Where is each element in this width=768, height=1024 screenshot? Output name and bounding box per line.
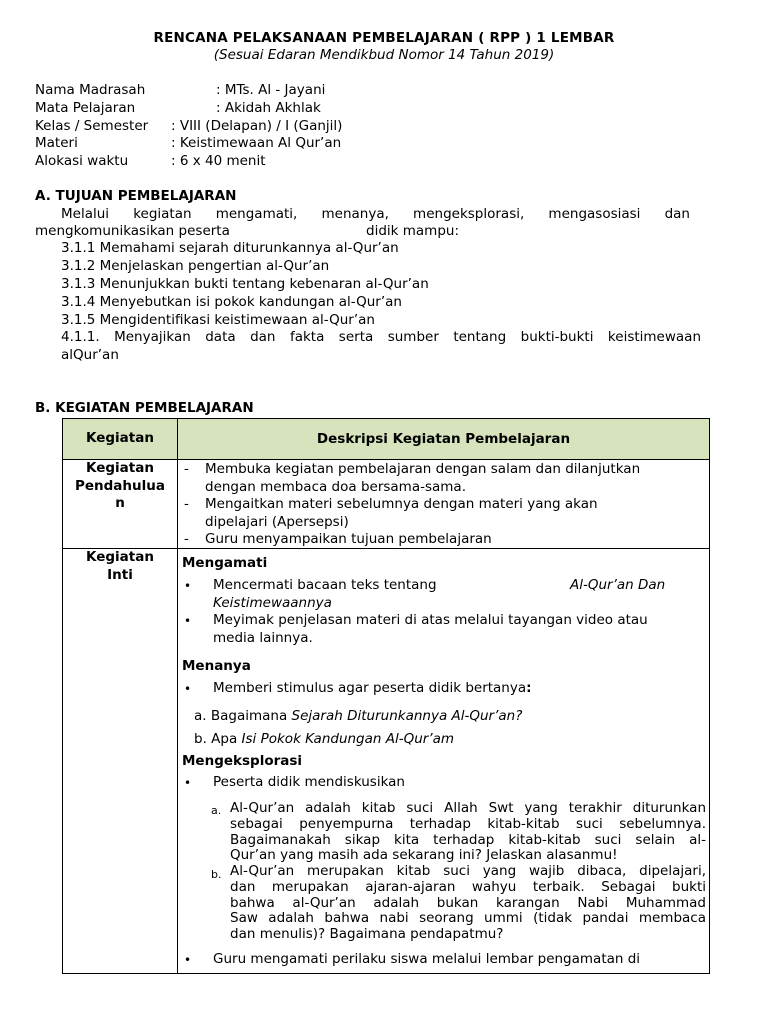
label-line: Kegiatan bbox=[86, 460, 154, 476]
info-value: : Keistimewaan Al Qur’an bbox=[171, 135, 342, 152]
sub-marker-b: b. bbox=[211, 868, 222, 881]
question-a-text: Sejarah Diturunkannya Al-Qur’an? bbox=[291, 708, 523, 724]
list-item: Guru menyampaikan tujuan pembelajaran bbox=[205, 531, 492, 547]
bullet-icon: • bbox=[184, 776, 192, 790]
discussion-b-line: Al-Qur’an merupakan kitab suci yang wajib dibaca, dipelajari, bbox=[230, 863, 706, 879]
label-line: Inti bbox=[107, 566, 133, 583]
question-b-prefix: b. Apa bbox=[194, 731, 238, 747]
question-a bbox=[194, 708, 522, 724]
info-value: : 6 x 40 menit bbox=[171, 153, 266, 170]
menanya-b1 bbox=[213, 680, 532, 696]
question-a-prefix: a. Bagaimana bbox=[194, 708, 288, 724]
info-label: Materi bbox=[35, 135, 78, 152]
discussion-a-line: Al-Qur’an adalah kitab suci Allah Swt yang terakhir diturunkan bbox=[230, 800, 706, 816]
section-a-intro-line1: Melalui kegiatan mengamati, menanya, mengeksplorasi, mengasosiasi dan bbox=[61, 206, 690, 222]
pendahuluan-description bbox=[178, 460, 710, 549]
table-header-row bbox=[63, 419, 710, 460]
table-row-inti bbox=[63, 549, 710, 974]
discussion-a bbox=[230, 801, 706, 864]
section-a-intro-line2b: didik mampu: bbox=[366, 223, 459, 239]
info-label: Nama Madrasah bbox=[35, 82, 146, 98]
list-item: Mengaitkan materi sebelumnya dengan materi yang akan bbox=[205, 496, 598, 512]
label-line: n bbox=[115, 495, 125, 511]
info-value: : VIII (Delapan) / I (Ganjil) bbox=[171, 117, 343, 134]
discussion-b-line: bahwa al-Qur’an adalah bukan karangan Nabi Muhammad bbox=[230, 894, 706, 911]
section-a-intro-line2a: mengkomunikasikan peserta bbox=[35, 223, 230, 239]
info-label: Alokasi waktu bbox=[35, 153, 129, 170]
question-b-text: Isi Pokok Kandungan Al-Qur’am bbox=[241, 731, 455, 747]
menanya-b1-colon: : bbox=[526, 680, 532, 696]
objective-item: 3.1.5 Mengidentifikasi keistimewaan al-Qur’an bbox=[61, 312, 375, 328]
bullet-icon: • bbox=[184, 579, 192, 593]
objective-item: 3.1.2 Menjelaskan pengertian al-Qur’an bbox=[61, 258, 330, 274]
list-item: Membuka kegiatan pembelajaran dengan salam dan dilanjutkan bbox=[205, 461, 641, 477]
table-row-pendahuluan bbox=[63, 460, 710, 549]
mengamati-b2: Meyimak penjelasan materi di atas melalui tayangan video atau bbox=[213, 612, 648, 628]
mengeksplorasi-b2: Guru mengamati perilaku siswa melalui lembar pengamatan di bbox=[213, 951, 641, 967]
discussion-a-line: Bagaimanakah sikap kita terhadap kitab-kitab suci selain al- bbox=[230, 831, 706, 848]
discussion-a-line: sebagai penyempurna terhadap kitab-kitab suci sebelumnya. bbox=[230, 815, 706, 832]
info-value: : Akidah Akhlak bbox=[216, 99, 321, 116]
dash-marker: - bbox=[184, 461, 189, 477]
label-line: Pendahulua bbox=[74, 477, 165, 494]
objective-item: 3.1.4 Menyebutkan isi pokok kandungan al-Qur’an bbox=[61, 294, 402, 310]
label-line: Kegiatan bbox=[86, 549, 154, 565]
document-title: RENCANA PELAKSANAAN PEMBELAJARAN ( RPP ) 1 LEMBAR bbox=[153, 30, 615, 46]
discussion-b-line: dan menulis)? Bagaimana pendapatmu? bbox=[230, 926, 504, 943]
mengeksplorasi-heading: Mengeksplorasi bbox=[182, 753, 303, 769]
bullet-icon: • bbox=[184, 682, 192, 696]
discussion-b-line: dan merupakan ajaran-ajaran wahyu terbaik. Sebagai bukti bbox=[230, 878, 706, 895]
mengamati-b1-cont: Keistimewaannya bbox=[213, 595, 332, 611]
list-item-cont: dengan membaca doa bersama-sama. bbox=[205, 479, 466, 495]
section-a-heading: A. TUJUAN PEMBELAJARAN bbox=[35, 188, 237, 204]
bullet-icon: • bbox=[184, 614, 192, 628]
info-label: Kelas / Semester bbox=[35, 117, 149, 134]
dash-marker: - bbox=[184, 496, 189, 512]
sub-marker-a: a. bbox=[211, 804, 222, 817]
discussion-a-line: Qur’an yang masih ada sekarang ini? Jelaskan alasanmu! bbox=[230, 847, 618, 864]
question-b bbox=[194, 731, 454, 747]
menanya-b1-text: Memberi stimulus agar peserta didik bertanya bbox=[213, 680, 527, 696]
discussion-b-line: Saw adalah bahwa nabi seorang ummi (tidak pandai membaca bbox=[230, 910, 706, 927]
inti-label bbox=[63, 549, 178, 974]
mengamati-heading: Mengamati bbox=[182, 555, 268, 571]
bullet-icon: • bbox=[184, 953, 192, 967]
col-kegiatan-header: Kegiatan bbox=[63, 419, 178, 460]
menanya-heading: Menanya bbox=[182, 658, 251, 674]
document-subtitle: (Sesuai Edaran Mendikbud Nomor 14 Tahun 2019) bbox=[213, 47, 555, 63]
list-item-cont: dipelajari (Apersepsi) bbox=[205, 514, 349, 530]
objective-item-41: 4.1.1. Menyajikan data dan fakta serta sumber tentang bukti-bukti keistimewaan bbox=[61, 329, 701, 345]
discussion-b bbox=[230, 864, 706, 943]
dash-marker: - bbox=[184, 531, 189, 547]
mengamati-b2-cont: media lainnya. bbox=[213, 630, 313, 646]
objective-item: 3.1.3 Menunjukkan bukti tentang kebenaran al-Qur’an bbox=[61, 276, 429, 292]
activities-table bbox=[62, 418, 710, 974]
mengamati-b1-part2: Al-Qur’an Dan bbox=[570, 577, 666, 593]
objective-item-41-cont: alQur’an bbox=[61, 347, 119, 363]
info-value: : MTs. Al - Jayani bbox=[216, 82, 326, 98]
section-b-heading: B. KEGIATAN PEMBELAJARAN bbox=[35, 400, 254, 416]
col-deskripsi-header: Deskripsi Kegiatan Pembelajaran bbox=[178, 419, 710, 460]
info-label: Mata Pelajaran bbox=[35, 99, 136, 116]
inti-description bbox=[178, 549, 710, 974]
mengamati-b1-part1: Mencermati bacaan teks tentang bbox=[213, 577, 437, 593]
mengeksplorasi-b1: Peserta didik mendiskusikan bbox=[213, 774, 405, 790]
objective-item: 3.1.1 Memahami sejarah diturunkannya al-Qur’an bbox=[61, 240, 399, 256]
pendahuluan-label bbox=[63, 460, 178, 549]
